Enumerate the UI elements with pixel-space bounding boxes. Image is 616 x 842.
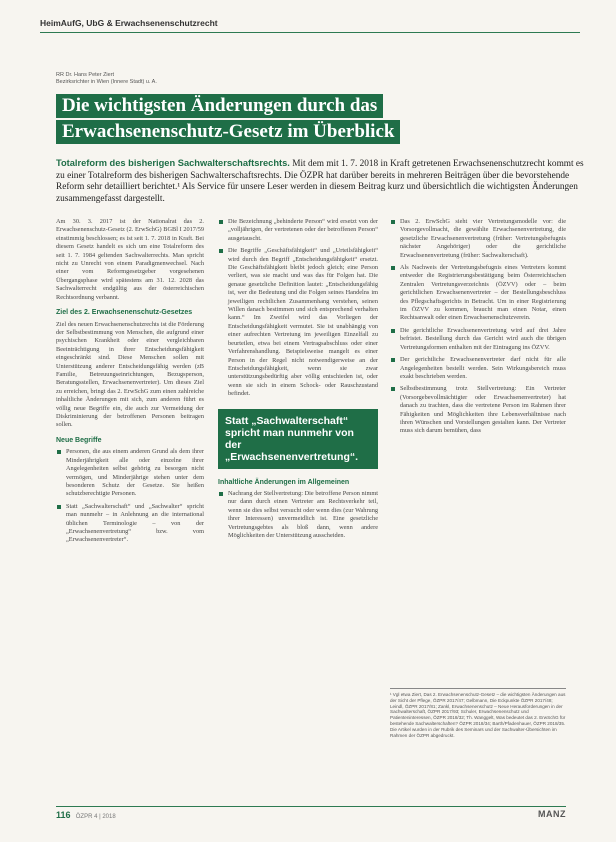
goal-heading: Ziel des 2. Erwachsenenschutz-Gesetzes <box>56 309 193 317</box>
journal-issue: ÖZPR 4 | 2018 <box>75 814 116 820</box>
list-item: Die Begriffe „Geschäftsfähigkeit“ und „Urteilsfähigkeit“ wird durch den Begriff „Entscheidungsfähigkeit“ ersetzt. Die Geschäftsfähigkeit bleibt jedoch gleich; eine Person verliert, was sie macht und was das für Folgen hat. Die genaue gesetzliche Definition lautet: „Entscheidungsfähig ist, wer die Bedeutung und die Folgen seines Handelns im jeweiligen rechtlichen Zusammenhang verstehen, seinen Willen danach bestimmen und sich entsprechend verhalten kann.“ Im Zweifel wird das Vorliegen der Entscheidungsfähigkeit vermutet. Sie ist unabhängig von einer aufrechten Vertretung im jeweiligen Einzelfall zu beurteilen, etwa bei einem Vertragsabschluss oder einer Verfahrenshandlung. Beispielsweise mangelt es einer Person in der Regel nicht notwendigerweise an der Entscheidungsfähigkeit, wenn sie zwar unterstützungsbedürftig aber völlig entschieden ist, oder wenn sie sich in einem Schock- oder Rauschzustand befindet. <box>218 247 378 398</box>
author-affiliation: Bezirksrichter in Wien (Innere Stadt) u. A. <box>56 79 157 85</box>
lead-paragraph <box>56 158 586 205</box>
column-3 <box>390 218 566 440</box>
list-item: Das 2. ErwSchG sieht vier Vertretungsmodelle vor: die Vorsorgevollmacht, die gewählte Erwachsenenvertretung, die gesetzliche Erwachsenenvertretung (früher: Vertretungsbefugnis nächster Angehöriger) oder die gerichtliche Erwachsenenvertretung (früher: Sachwalterschaft). <box>390 218 566 260</box>
running-head: HeimAufG, UbG & Erwachsenenschutzrecht <box>40 18 580 33</box>
column-1 <box>56 218 204 549</box>
changes-heading: Inhaltliche Änderungen im Allgemeinen <box>218 478 350 486</box>
models-list <box>390 218 566 436</box>
article-title <box>56 94 506 146</box>
list-item: Die Bezeichnung „behinderte Person“ wird ersetzt von der „volljährigen, der vertretenen oder der betroffenen Person“ ausgetauscht. <box>218 218 378 243</box>
definitions-list <box>218 218 378 399</box>
list-item: Als Nachweis der Vertretungsbefugnis eines Vertreters kommt entweder die Registrierungsbestätigung beim Österreichischen Zentralen Vertretungsverzeichnis (ÖZVV) oder – beim gerichtlichen Erwachsenenvertreter – der Bestellungsbeschluss des Pflegschaftsgerichts in Betracht. Um in einer Registrierung im ÖZVV zu kommen, braucht man einen Notar, einen Rechtsanwalt oder einen Erwachsenenschutzverein. <box>390 264 566 323</box>
footnote: ¹ Vgl etwa Ziert, Das 2. Erwachsenenschutz-Gesetz – die wichtigsten Änderungen aus der Sicht der Pflege, ÖZPR 2017/47; Gelbmann, Die Eckpunkte ÖZPR 2017/48; Leindl, ÖZPR 2017/81; Zankl, Erwachsenenschutz – Neue Herausforderungen in der Sachwalterschaft, ÖZPR 2017/93; Schuler, Erwachsenenschutz und Patienteninteressen, ÖZPR 2018/32; Th. Wanggelt, Was bedeutet das 2. ErwSchG für bestehende Sachwalterschaften? ÖZPR 2018/34; Barth/Pfadenhauer, ÖZPR 2018/35. Die Artikel wurden in der Rubrik des Seminars und der Sachwalter-Übersichten im Rahmen der ÖZPR abgedruckt. <box>390 688 566 738</box>
list-item: Nachrang der Stellvertretung: Die betroffene Person nimmt nur dann durch einen Vertreter am Rechtsverkehr teil, wenn sie dies selbst versucht oder wenn dies (zur Wahrung ihrer Interessen) unvermeidlich ist. Eine gesetzliche Vertretungsgebtes als bloß dann, wenn andere Möglichkeiten der Unterstützung ausscheiden. <box>218 490 378 540</box>
intro-paragraph: Am 30. 3. 2017 ist der Nationalrat das 2. Erwachsenenschutz-Gesetz (2. ErwSchG) BGBl I 2017/59 einstimmig beschlossen; es ist seit 1. 7. 2018 in Kraft. Bei diesem Gesetz handelt es sich um eine Totalreform des seit 1. 7. 1984 geltenden Sachwalterrechts. Man spricht nicht zu Unrecht von einem Paradigmenwechsel. Nach einer vom Reformgesetzgeber vorgesehenen Übergangsphase wird spätestens am 31. 12. 2028 das Sachwalterrecht endgültig aus der österreichischen Rechtsordnung verbannt. <box>56 218 204 301</box>
list-item: Die gerichtliche Erwachsenenvertretung wird auf drei Jahre befristet. Bestellung durch das Gericht wird auch die übrigen Vertretungsformen enthalten mit der Eintragung ins ÖZVV. <box>390 327 566 352</box>
terms-heading: Neue Begriffe <box>56 436 102 444</box>
lead-text: Mit dem mit 1. 7. 2018 in Kraft getretenen Erwachsenenschutzrecht kommt es zu einer Totalreform des bisherigen Sachwalterschaftsrechts. Die ÖZPR hat darüber bereits in mehreren Beiträgen über die bevorstehende Reform sehr detailliert berichtet.¹ Als Service für unsere Leser werden in diesem Beitrag kurz und übersichtlich die wichtigsten Änderungen zusammengefasst dargestellt. <box>56 159 584 204</box>
column-2 <box>218 218 378 544</box>
goal-paragraph: Ziel des neuen Erwachsenenschutzrechts ist die Förderung der Selbstbestimmung von Menschen, die aufgrund einer psychischen Krankheit oder einer vergleichbaren Beeinträchtigung in ihrer Entscheidungsfähigkeit eingeschränkt sind. Diese Menschen sollen mit Unterstützung anderer Entscheidungsfähig werden (zB Familie, Betreuungseinrichtungen, Bezugsperson, Beratungsstellen, Erwachsenenvertreter). Um dieses Ziel zu erreichen, bringt das 2. ErwSchG zum einen zahlreiche inhaltliche Änderungen mit sich, zum anderen führt es völlig neue Begriffe ein, die auch zur Vermeidung der Diskriminierung der betroffenen Personen beitragen sollen. <box>56 320 204 429</box>
pull-quote: Statt „Sachwalterschaft“ spricht man nunmehr von der „Erwachsenenvertretung“. <box>218 409 378 469</box>
publisher-logo: MANZ <box>538 809 566 819</box>
author-name: RR Dr. Hans Peter Ziert <box>56 72 115 78</box>
page-footer <box>56 806 566 820</box>
title-line-1: Die wichtigsten Änderungen durch das <box>56 94 383 118</box>
terms-list <box>56 448 204 544</box>
title-line-2: Erwachsenenschutz-Gesetz im Überblick <box>56 120 400 144</box>
list-item: Der gerichtliche Erwachsenenvertreter darf nicht für alle Angelegenheiten bestellt werden. Sein Wirkungsbereich muss exakt beschrieben werden. <box>390 356 566 381</box>
changes-list <box>218 490 378 540</box>
list-item: Personen, die aus einem anderen Grund als dem ihrer Minderjährigkeit alle oder einzelne ihrer Angelegenheiten selbst gehörig zu besorgen nicht vermögen, und Minderjährige stehen unter dem besonderen Schutz der Gesetze. Sie heißen schutzberechtigte Personen. <box>56 448 204 498</box>
lead-heading: Totalreform des bisherigen Sachwalterschaftsrechts. <box>56 158 290 168</box>
page-number: 116 <box>56 810 71 820</box>
list-item: Statt „Sachwalterschaft“ und „Sachwalter“ spricht man nunmehr – in Anlehnung an die international üblichen Terminologie – von der „Erwachsenenvertretung“ bzw. vom „Erwachsenenvertreter“. <box>56 503 204 545</box>
list-item: Selbstbestimmung trotz Stellvertretung: Ein Vertreter (Vorsorgebevollmächtigter oder Erwachsenenvertreter) hat danach zu trachten, dass die vertretene Person im Rahmen ihrer Fähigkeiten und Möglichkeiten ihre Lebensverhältnisse nach ihren Wünschen und Vorstellungen gestalten kann. Der Vertreter muss sich darum bemühen, dass <box>390 385 566 435</box>
author-line <box>56 72 157 86</box>
